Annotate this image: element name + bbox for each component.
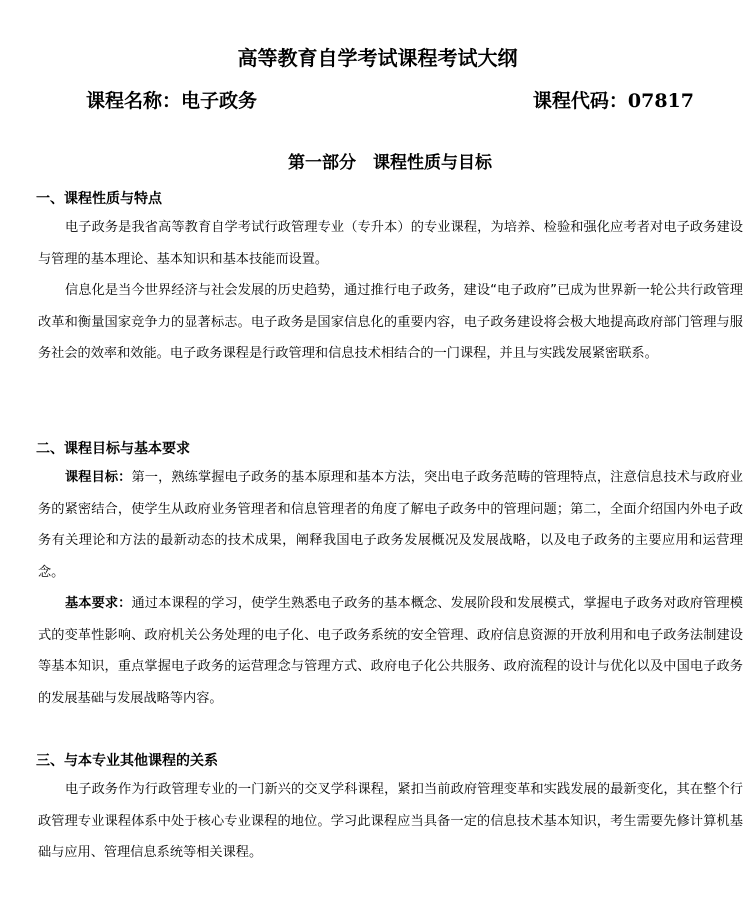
part-title: 第一部分 课程性质与目标: [288, 153, 492, 173]
section-1-paragraph-1: 电子政务是我省高等教育自学考试行政管理专业（专升本）的专业课程，为培养、检验和强化应考者对电子政务建设与管理的基本理论、基本知识和基本技能而设置。: [38, 220, 743, 267]
section-heading-2: 二、课程目标与基本要求: [36, 441, 190, 457]
document-title: 高等教育自学考试课程考试大纲: [237, 46, 518, 70]
course-name: 课程名称：电子政务: [86, 90, 258, 112]
basic-requirement-text: 通过本课程的学习，使学生熟悉电子政务的基本概念、发展阶段和发展模式，掌握电子政务对政府管理模式的变革性影响、政府机关公务处理的电子化、电子政务系统的安全管理、政府信息资源的开放利用和电子政务法制建设等基本知识，重点掌握电子政务的运营理念与管理方式、政府电子化公共服务、政府流程的设计与优化以及中国电子政务的发展基础与发展战略等内容。: [38, 596, 743, 706]
section-heading-3: 三、与本专业其他课程的关系: [36, 753, 218, 769]
course-objective-label: 课程目标：: [65, 470, 132, 485]
course-objective-text: 第一，熟练掌握电子政务的基本原理和基本方法，突出电子政务范畴的管理特点，注意信息技术与政府业务的紧密结合，使学生从政府业务管理者和信息管理者的角度了解电子政务中的管理问题；第二，全面介绍国内外电子政务有关理论和方法的最新动态的技术成果，阐释我国电子政务发展概况及发展战略，以及电子政务的主要应用和运营理念。: [38, 470, 743, 580]
basic-requirement-label: 基本要求：: [65, 596, 132, 611]
course-code: 课程代码：07817: [532, 90, 694, 112]
section-1-paragraph-2: 信息化是当今世界经济与社会发展的历史趋势，通过推行电子政务，建设“电子政府”已成为世界新一轮公共行政管理改革和衡量国家竞争力的显著标志。电子政务是国家信息化的重要内容，电子政务建设将会极大地提高政府部门管理与服务社会的效率和效能。电子政务课程是行政管理和信息技术相结合的一门课程，并且与实践发展紧密联系。: [38, 283, 743, 361]
section-2-paragraph-1: [38, 462, 743, 588]
course-info-row: [86, 86, 700, 114]
section-2-paragraph-2: [38, 588, 743, 714]
section-heading-1: 一、课程性质与特点: [36, 191, 162, 207]
section-3-paragraph-1: 电子政务作为行政管理专业的一门新兴的交叉学科课程，紧扣当前政府管理变革和实践发展的最新变化，其在整个行政管理专业课程体系中处于核心专业课程的地位。学习此课程应当具备一定的信息技术基本知识，考生需要先修计算机基础与应用、管理信息系统等相关课程。: [38, 782, 743, 860]
